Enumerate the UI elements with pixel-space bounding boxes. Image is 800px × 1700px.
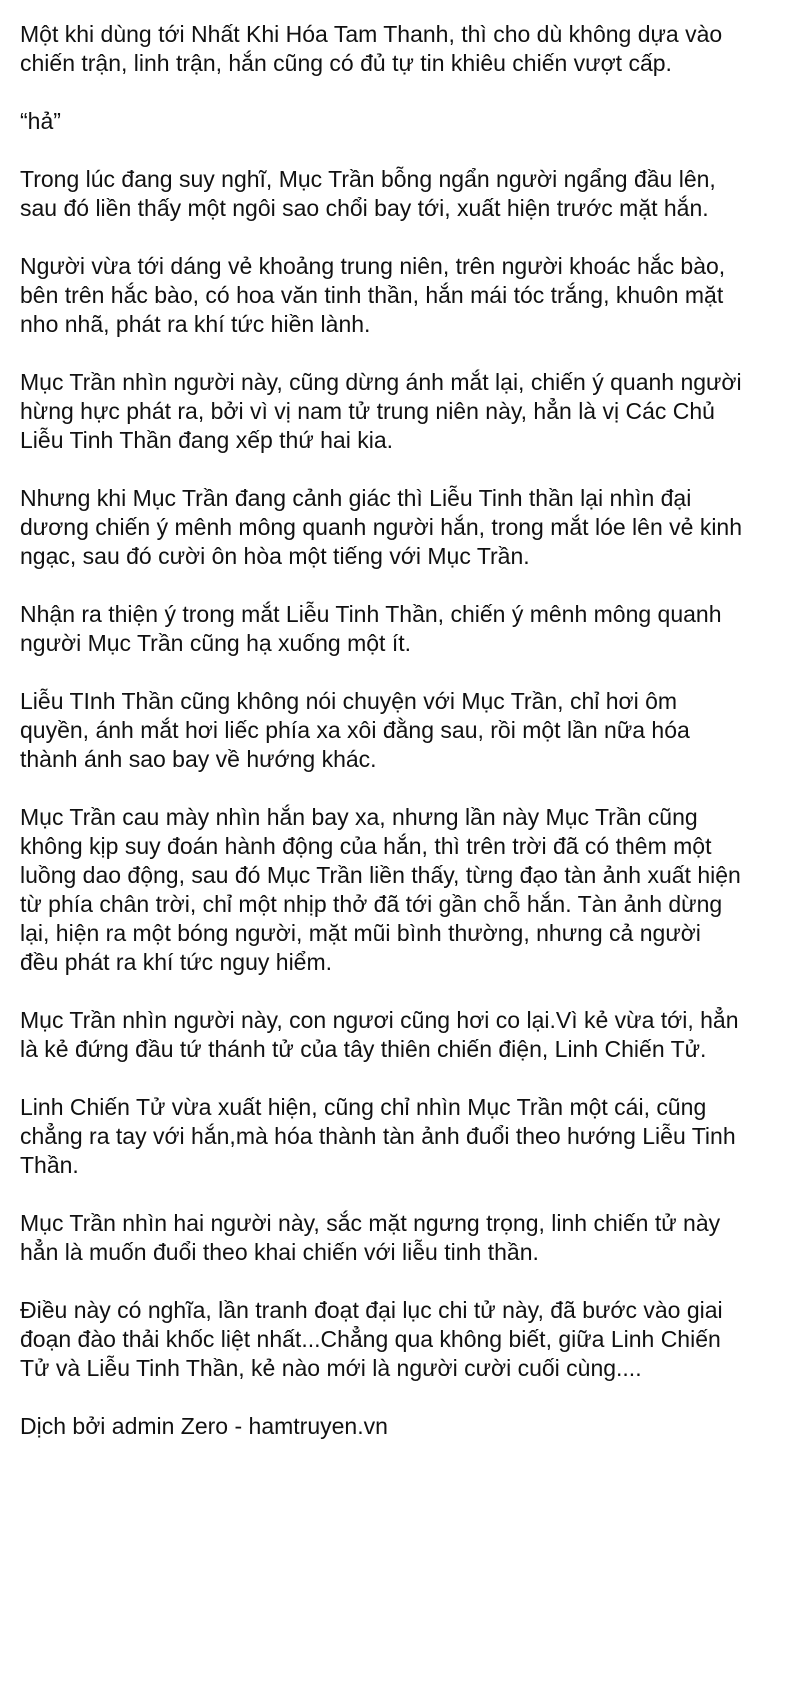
- paragraph-10: Mục Trần nhìn người này, con ngươi cũng hơi co lại.Vì kẻ vừa tới, hẳn là kẻ đứng đầu tứ thánh tử của tây thiên chiến điện, Linh Chiến Tử.: [20, 1007, 739, 1062]
- paragraph-3: Trong lúc đang suy nghĩ, Mục Trần bỗng ngẩn người ngẩng đầu lên, sau đó liền thấy một ngôi sao chổi bay tới, xuất hiện trước mặt hắn.: [20, 166, 716, 221]
- paragraph-8: Liễu TInh Thần cũng không nói chuyện với Mục Trần, chỉ hơi ôm quyền, ánh mắt hơi liếc phía xa xôi đằng sau, rồi một lần nữa hóa thành ánh sao bay về hướng khác.: [20, 688, 690, 772]
- paragraph-13: Điều này có nghĩa, lần tranh đoạt đại lục chi tử này, đã bước vào giai đoạn đào thải khốc liệt nhất...Chẳng qua không biết, giữa Linh Chiến Tử và Liễu Tinh Thần, kẻ nào mới là người cười cuối cùng....: [20, 1297, 723, 1381]
- paragraph-5: Mục Trần nhìn người này, cũng dừng ánh mắt lại, chiến ý quanh người hừng hực phát ra, bởi vì vị nam tử trung niên này, hẳn là vị Các Chủ Liễu Tinh Thần đang xếp thứ hai kia.: [20, 369, 742, 453]
- story-text: [20, 20, 795, 1470]
- paragraph-1: Một khi dùng tới Nhất Khi Hóa Tam Thanh, thì cho dù không dựa vào chiến trận, linh trận, hắn cũng có đủ tự tin khiêu chiến vượt cấp.: [20, 21, 723, 76]
- paragraph-12: Mục Trần nhìn hai người này, sắc mặt ngưng trọng, linh chiến tử này hẳn là muốn đuổi theo khai chiến với liễu tinh thần.: [20, 1210, 721, 1265]
- paragraph-6: Nhưng khi Mục Trần đang cảnh giác thì Liễu Tinh thần lại nhìn đại dương chiến ý mênh mông quanh người hắn, trong mắt lóe lên vẻ kinh ngạc, sau đó cười ôn hòa một tiếng với Mục Trần.: [20, 485, 743, 569]
- paragraph-2: “hả”: [20, 108, 61, 134]
- paragraph-4: Người vừa tới dáng vẻ khoảng trung niên, trên người khoác hắc bào, bên trên hắc bào, có hoa văn tinh thần, hắn mái tóc trắng, khuôn mặt nho nhã, phát ra khí tức hiền lành.: [20, 253, 726, 337]
- paragraph-11: Linh Chiến Tử vừa xuất hiện, cũng chỉ nhìn Mục Trần một cái, cũng chẳng ra tay với hắn,mà hóa thành tàn ảnh đuổi theo hướng Liễu Tinh Thần.: [20, 1094, 736, 1178]
- translator-credit: Dịch bởi admin Zero - hamtruyen.vn: [20, 1413, 388, 1439]
- paragraph-9: Mục Trần cau mày nhìn hắn bay xa, nhưng lần này Mục Trần cũng không kịp suy đoán hành động của hắn, thì trên trời đã có thêm một luồng dao động, sau đó Mục Trần liền thấy, từng đạo tàn ảnh xuất hiện từ phía chân trời, chỉ một nhịp thở đã tới gần chỗ hắn. Tàn ảnh dừng lại, hiện ra một bóng người, mặt mũi bình thường, nhưng cả người đều phát ra khí tức nguy hiểm.: [20, 804, 741, 975]
- paragraph-7: Nhận ra thiện ý trong mắt Liễu Tinh Thần, chiến ý mênh mông quanh người Mục Trần cũng hạ xuống một ít.: [20, 601, 722, 656]
